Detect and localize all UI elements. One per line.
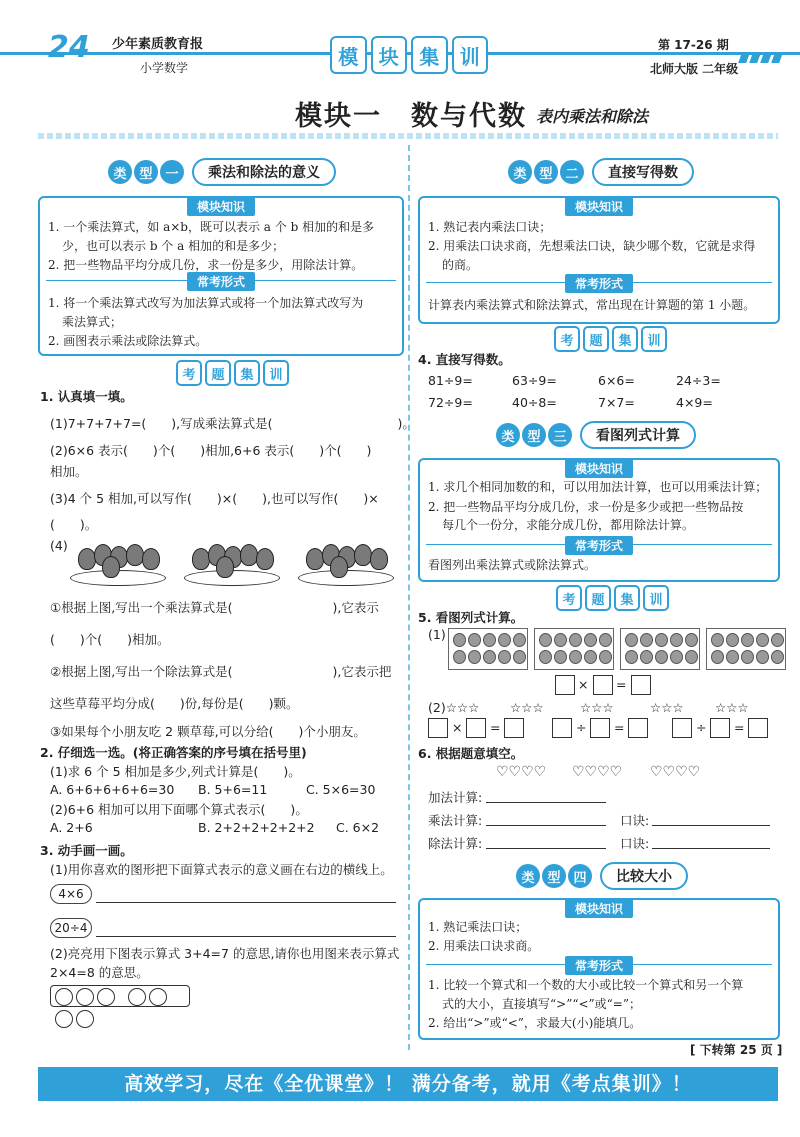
kj-label: 口诀: [620,813,650,828]
kj-label: 口诀: [620,836,650,851]
apple-icon [741,650,754,664]
answer-box[interactable] [555,675,575,695]
apple-icon [453,650,466,664]
apple-icon [670,650,683,664]
calc-item: 81÷9= [428,373,473,388]
form-line: 1. 将一个乘法算式改写为加法算式或将一个加法算式改写为 [48,296,364,310]
knowledge-line: 1. 熟记表内乘法口诀； [428,220,552,234]
column-divider [408,145,410,1050]
type-circle: 二 [560,160,584,184]
apple-icon [498,650,511,664]
apple-icon [584,633,597,647]
knowledge-line: 1. 一个乘法算式，如 a×b，既可以表示 a 个 b 相加的和是多 [48,220,375,234]
hearts: ♡♡♡♡ [572,764,623,780]
expression-oval: 20÷4 [50,918,92,938]
apple-icon [670,633,683,647]
apple-group [534,628,614,670]
circle-diagram [50,985,190,1007]
type-circle: 型 [542,864,566,888]
question-1-4a: ①根据上图,写出一个乘法算式是( ),它表示 [50,600,379,615]
type4-heading [516,862,688,890]
practice-char: 题 [585,585,611,611]
option: B. 2+2+2+2+2+2 [198,820,315,835]
answer-box[interactable] [628,718,648,738]
apple-icon [771,650,784,664]
calc-item: 63÷9= [512,373,557,388]
knowledge-line: 少，也可以表示 b 个 a 相加的和是多少； [62,239,285,253]
answer-box[interactable] [466,718,486,738]
option: B. 5+6=11 [198,782,268,797]
op: × [578,677,589,692]
apple-icon [711,650,724,664]
form-line: 2. 画图表示乘法或除法算式。 [48,334,208,348]
type3-heading [496,421,696,449]
apple-icon [468,650,481,664]
type2-title: 直接写得数 [592,158,694,186]
op: = [734,720,745,735]
apple-icon [771,633,784,647]
answer-line[interactable] [486,825,606,826]
apple-icon [655,650,668,664]
apple-icon [726,633,739,647]
answer-box[interactable] [552,718,572,738]
answer-box[interactable] [748,718,768,738]
question-1-2b: 相加。 [50,464,88,479]
page-number: 24 [48,30,90,65]
expression-oval: 4×6 [50,884,92,904]
apple-icon [513,633,526,647]
apple-icon [711,633,724,647]
answer-box[interactable] [590,718,610,738]
question-2-2: (2)6+6 相加可以用下面哪个算式表示( )。 [50,802,308,817]
question-6: 6. 根据题意填空。 [418,746,524,761]
knowledge-tag: 模块知识 [565,197,633,216]
question-3: 3. 动手画一画。 [40,843,133,858]
apple-icon [599,650,612,664]
banner-char: 块 [371,36,408,74]
apple-icon [726,650,739,664]
answer-box[interactable] [593,675,613,695]
answer-box[interactable] [428,718,448,738]
practice-char: 训 [263,360,289,386]
hearts: ♡♡♡♡ [496,764,547,780]
type-circle: 类 [516,864,540,888]
title-rule [38,133,778,139]
question-3-2: (2)亮亮用下图表示算式 3+4=7 的意思,请你也用图来表示算式 [50,946,400,961]
knowledge-line: 每几个一份分，求能分成几份，都用除法计算。 [442,518,695,532]
type1-box [38,196,404,356]
question-1: 1. 认真填一填。 [40,389,133,404]
op: = [490,720,501,735]
question-5-1: (1) [428,627,446,642]
strawberry-plate [70,542,164,586]
form-line: 式的大小，直接填写“>”“<”或“=”； [442,997,641,1011]
practice-char: 考 [556,585,582,611]
practice-tag-right [554,326,667,352]
banner-char: 集 [411,36,448,74]
type-circle: 类 [108,160,132,184]
question-5-2: (2)☆☆☆ [428,700,480,715]
question-5: 5. 看图列式计算。 [418,610,524,625]
calc-item: 24÷3= [676,373,721,388]
hearts: ♡♡♡♡ [650,764,701,780]
knowledge-tag: 模块知识 [565,459,633,478]
knowledge-line: 2. 用乘法口诀求商，先想乘法口诀，缺少哪个数，它就是求得 [428,239,756,253]
form-tag: 常考形式 [565,536,633,555]
apple-icon [554,650,567,664]
question-1-4c: ③如果每个小朋友吃 2 颗草莓,可以分给( )个小朋友。 [50,724,366,739]
practice-char: 题 [583,326,609,352]
practice-char: 训 [641,326,667,352]
question-1-4a2: ( )个( )相加。 [50,632,170,647]
form-line: 1. 比较一个算式和一个数的大小或比较一个算式和另一个算 [428,978,744,992]
question-1-4b: ②根据上图,写出一个除法算式是( ),它表示把 [50,664,392,679]
op: ÷ [696,720,707,735]
type-circle: 一 [160,160,184,184]
apple-icon [741,633,754,647]
mul-label: 乘法计算: [428,813,483,828]
form-tag: 常考形式 [187,272,255,291]
banner-char: 训 [452,36,489,74]
continue-note: [ 下转第 25 页 ] [690,1043,783,1057]
answer-line[interactable] [486,802,606,803]
apple-icon [756,650,769,664]
knowledge-line: 1. 求几个相同加数的和，可以用加法计算，也可以用乘法计算； [428,480,768,494]
issue-number: 第 17-26 期 [658,38,729,52]
knowledge-tag: 模块知识 [565,899,633,918]
knowledge-line: 2. 把一些物品平均分成几份，求一份是多少，用除法计算。 [48,258,364,272]
practice-char: 集 [612,326,638,352]
apple-icon [513,650,526,664]
apple-icon [685,633,698,647]
apple-icon [483,650,496,664]
option: A. 6+6+6+6+6=30 [50,782,175,797]
footer-banner: 高效学习，尽在《全优课堂》！ 满分备考，就用《考点集训》！ [38,1067,778,1101]
apple-group [706,628,786,670]
type-circle: 类 [496,423,520,447]
answer-line[interactable] [96,902,396,903]
answer-line[interactable] [486,848,606,849]
apple-icon [625,650,638,664]
question-1-3b: ( )。 [50,517,98,532]
option: C. 6×2 [336,820,380,835]
answer-box[interactable] [672,718,692,738]
strawberry-plate [298,542,392,586]
calc-item: 6×6= [598,373,635,388]
op: = [616,677,627,692]
header-banner [330,36,488,72]
practice-char: 集 [614,585,640,611]
type1-heading [108,158,336,186]
practice-tag-left [176,360,289,386]
stars: ☆☆☆ [510,700,544,715]
type-circle: 型 [134,160,158,184]
question-1-3: (3)4 个 5 相加,可以写作( )×( ),也可以写作( )× [50,491,379,506]
knowledge-line: 的商。 [442,258,479,272]
practice-char: 训 [643,585,669,611]
type2-heading [508,158,694,186]
practice-tag-right-2 [556,585,669,611]
apple-icon [483,633,496,647]
apple-icon [685,650,698,664]
form-line: 计算表内乘法算式和除法算式，常出现在计算题的第 1 小题。 [428,298,756,312]
knowledge-line: 1. 熟记乘法口诀； [428,920,528,934]
apple-icon [468,633,481,647]
type-circle: 类 [508,160,532,184]
apple-icon [498,633,511,647]
type4-title: 比较大小 [600,862,688,890]
practice-char: 题 [205,360,231,386]
question-3-1: (1)用你喜欢的图形把下面算式表示的意义画在右边的横线上。 [50,862,393,877]
answer-box[interactable] [504,718,524,738]
div-label: 除法计算: [428,836,483,851]
type2-box [418,196,780,324]
form-line: 乘法算式； [62,315,123,329]
type3-title: 看图列式计算 [580,421,696,449]
apple-icon [756,633,769,647]
module-subtitle: 表内乘法和除法 [536,107,649,126]
type1-title: 乘法和除法的意义 [192,158,336,186]
op: = [614,720,625,735]
module-title: 模块一 数与代数 [295,101,527,132]
calc-item: 7×7= [598,395,635,410]
question-4: 4. 直接写得数。 [418,352,511,367]
form-tag: 常考形式 [565,956,633,975]
question-2-1: (1)求 6 个 5 相加是多少,列式计算是( )。 [50,764,301,779]
answer-box[interactable] [710,718,730,738]
apple-icon [554,633,567,647]
question-1-2: (2)6×6 表示( )个( )相加,6+6 表示( )个( ) [50,443,372,458]
question-1-4: (4) [50,538,68,553]
knowledge-line: 2. 把一些物品平均分成几份，求一份是多少或把一些物品按 [428,500,744,514]
paper-name: 少年素质教育报 [112,37,204,52]
form-tag: 常考形式 [565,274,633,293]
calc-item: 4×9= [676,395,713,410]
edition: 北师大版 二年级 [650,62,739,76]
question-3-2b: 2×4=8 的意思。 [50,965,149,980]
subject: 小学数学 [140,61,189,75]
stars: ☆☆☆ [580,700,614,715]
op: ÷ [576,720,587,735]
question-1-1: (1)7+7+7+7=( ),写成乘法算式是( )。 [50,416,415,431]
apple-group [448,628,528,670]
header-stripes [740,48,784,67]
apple-icon [569,633,582,647]
apple-icon [539,633,552,647]
banner-char: 模 [330,36,367,74]
answer-box[interactable] [631,675,651,695]
type3-box [418,458,780,582]
answer-line[interactable] [652,825,770,826]
type-circle: 四 [568,864,592,888]
option: C. 5×6=30 [306,782,376,797]
apple-icon [655,633,668,647]
apple-icon [569,650,582,664]
answer-line[interactable] [652,848,770,849]
op: × [452,720,463,735]
apple-icon [640,650,653,664]
practice-char: 集 [234,360,260,386]
apple-icon [640,633,653,647]
apple-icon [625,633,638,647]
form-line: 看图列出乘法算式或除法算式。 [428,558,597,572]
calc-item: 40÷8= [512,395,557,410]
form-line: 2. 给出“>”或“<”，求最大(小)能填几。 [428,1016,642,1030]
question-2: 2. 仔细选一选。(将正确答案的序号填在括号里) [40,745,307,760]
apple-group [620,628,700,670]
practice-char: 考 [554,326,580,352]
stars: ☆☆☆ [715,700,749,715]
practice-char: 考 [176,360,202,386]
apple-icon [539,650,552,664]
apple-icon [453,633,466,647]
type4-box [418,898,780,1040]
strawberry-plate [184,542,278,586]
type-circle: 型 [522,423,546,447]
type-circle: 型 [534,160,558,184]
type-circle: 三 [548,423,572,447]
answer-line[interactable] [96,936,396,937]
stars: ☆☆☆ [650,700,684,715]
knowledge-line: 2. 用乘法口诀求商。 [428,939,540,953]
apple-icon [599,633,612,647]
question-1-4b2: 这些草莓平均分成( )份,每份是( )颗。 [50,696,299,711]
add-label: 加法计算: [428,790,483,805]
option: A. 2+6 [50,820,93,835]
knowledge-tag: 模块知识 [187,197,255,216]
calc-item: 72÷9= [428,395,473,410]
apple-icon [584,650,597,664]
